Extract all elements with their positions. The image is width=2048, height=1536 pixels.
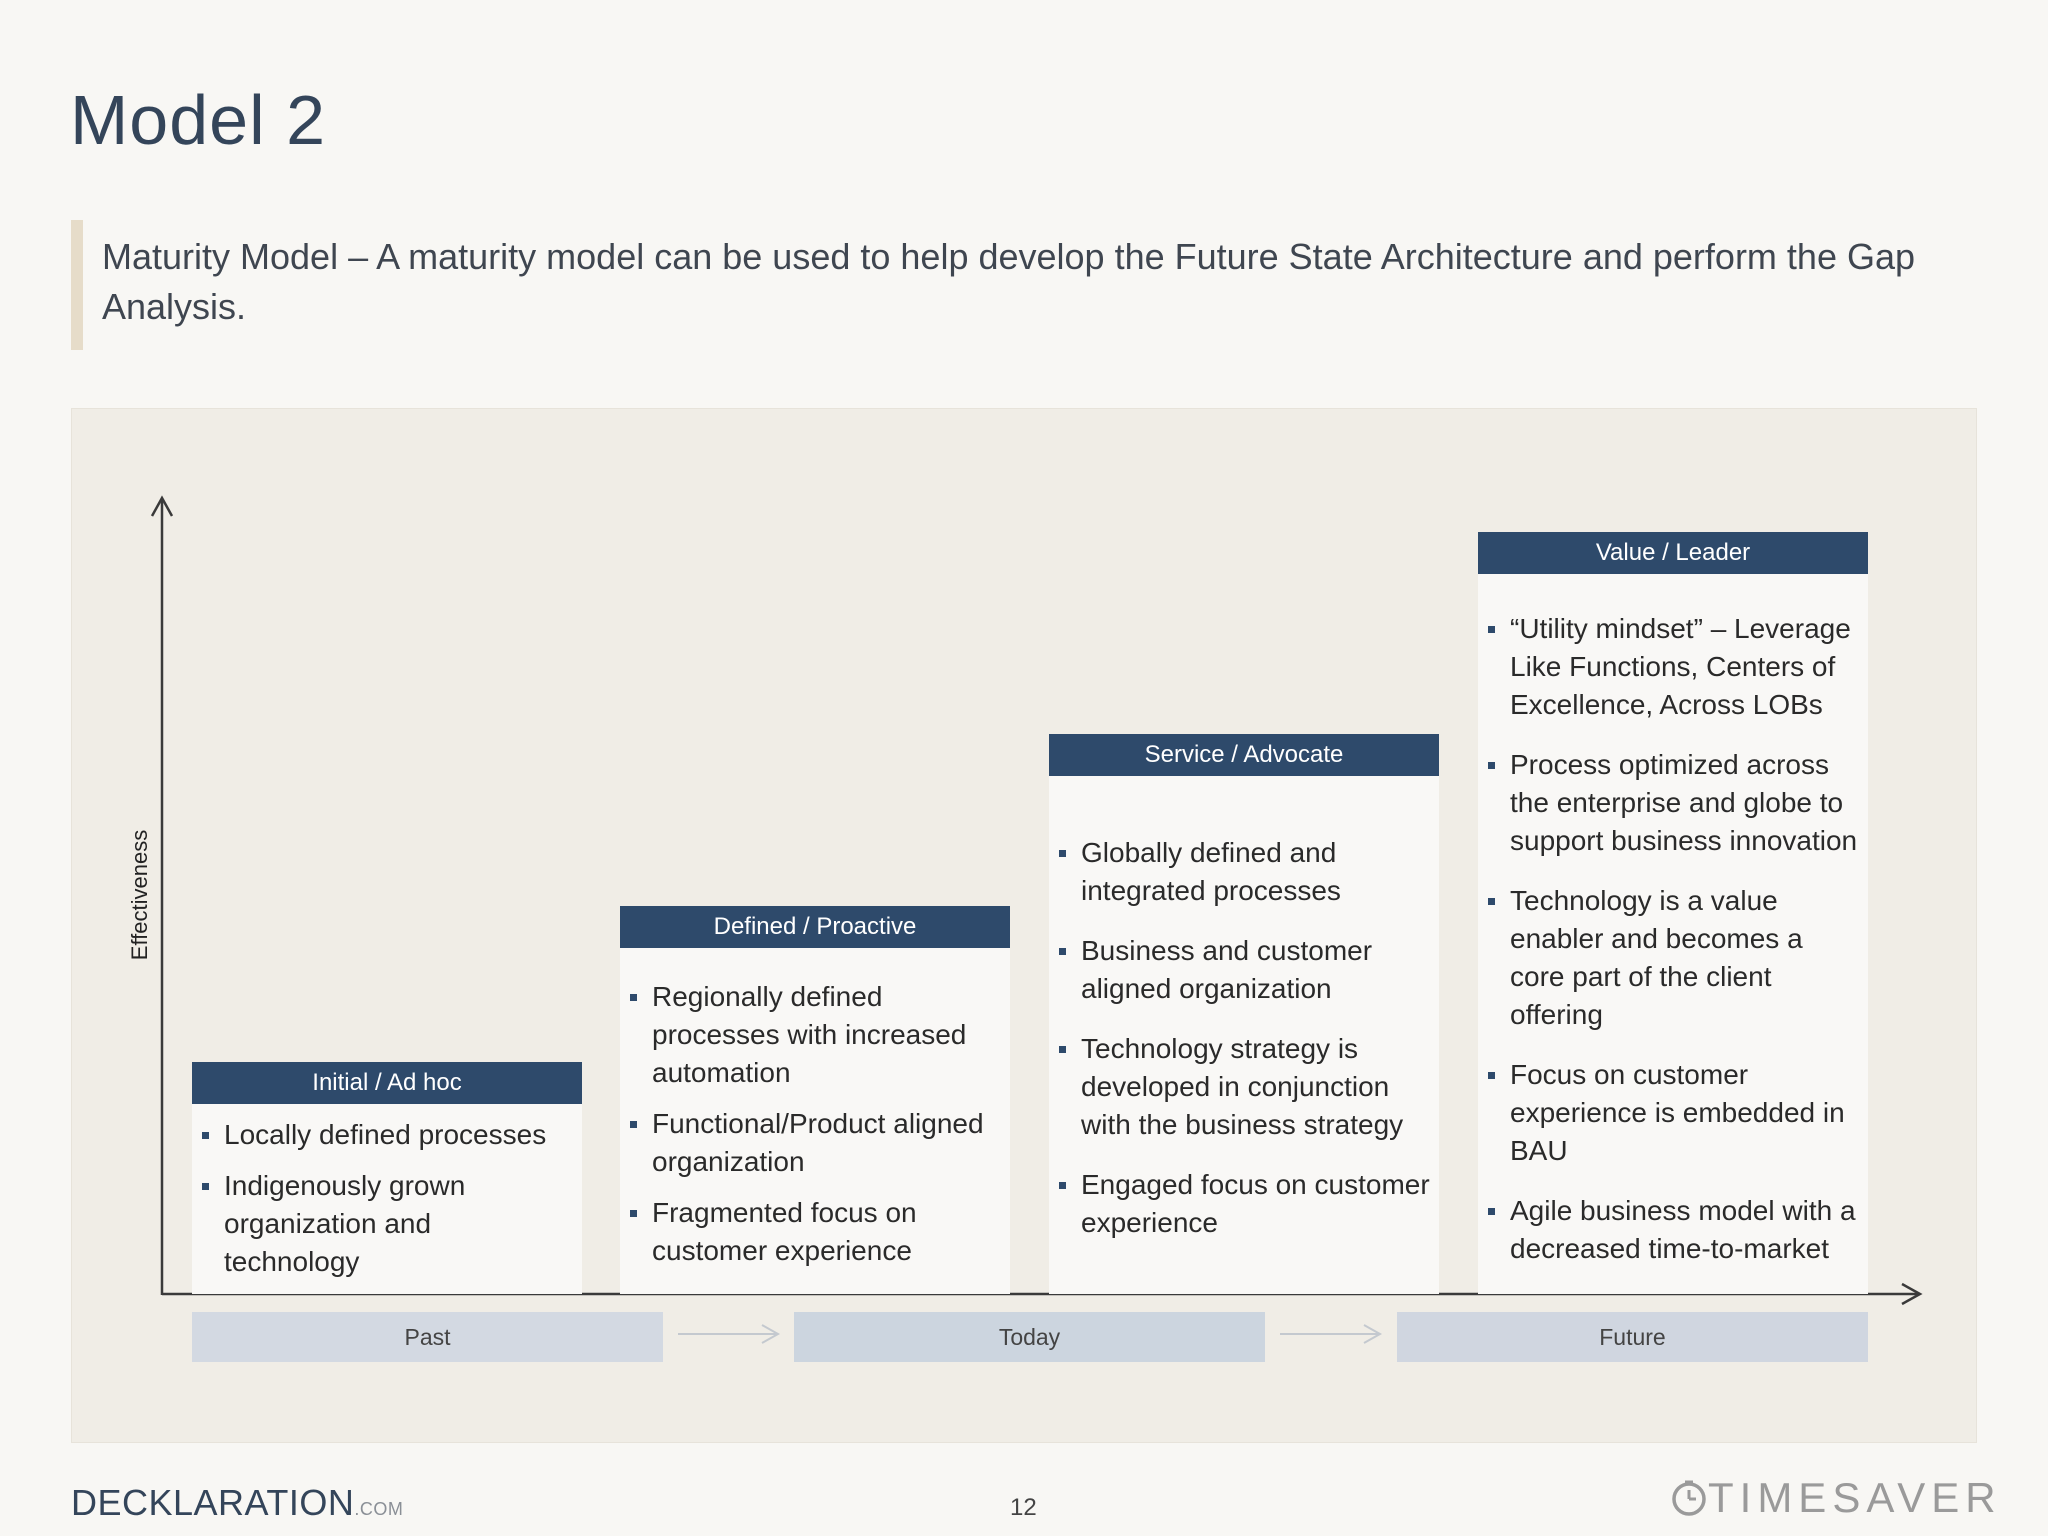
list-item: Focus on customer experience is embedded in BAU <box>1488 1056 1860 1170</box>
list-item: Regionally defined processes with increased automation <box>630 978 1002 1092</box>
stage-value <box>1478 532 1868 1294</box>
timeline-today: Today <box>794 1312 1265 1362</box>
footer-logo <box>71 1482 403 1524</box>
list-item: Indigenously grown organization and technology <box>202 1167 574 1281</box>
stage-initial <box>192 1062 582 1294</box>
list-item: “Utility mindset” – Leverage Like Functions, Centers of Excellence, Across LOBs <box>1488 610 1860 724</box>
list-item: Process optimized across the enterprise and globe to support business innovation <box>1488 746 1860 860</box>
y-axis-label: Effectiveness <box>127 829 152 961</box>
page-title: Model 2 <box>70 81 327 159</box>
stage-items <box>620 948 1010 1270</box>
list-item: Fragmented focus on customer experience <box>630 1194 1002 1270</box>
stage-header: Initial / Ad hoc <box>192 1062 582 1104</box>
stage-header: Defined / Proactive <box>620 906 1010 948</box>
stage-service <box>1049 734 1439 1294</box>
stage-defined <box>620 906 1010 1294</box>
timeline-past: Past <box>192 1312 663 1362</box>
stage-header: Service / Advocate <box>1049 734 1439 776</box>
stage-items <box>1049 776 1439 1242</box>
list-item: Technology strategy is developed in conjunction with the business strategy <box>1059 1030 1431 1144</box>
page-number: 12 <box>1010 1494 1037 1521</box>
stage-items <box>1478 574 1868 1268</box>
stage-items <box>192 1104 582 1281</box>
timeline-future: Future <box>1397 1312 1868 1362</box>
list-item: Agile business model with a decreased time-to-market <box>1488 1192 1860 1268</box>
list-item: Technology is a value enabler and becomes a core part of the client offering <box>1488 882 1860 1034</box>
footer-logo-text: DECKLARATION <box>71 1482 355 1523</box>
stage-header: Value / Leader <box>1478 532 1868 574</box>
list-item: Globally defined and integrated processes <box>1059 834 1431 910</box>
list-item: Business and customer aligned organization <box>1059 932 1431 1008</box>
timeline-arrow-1 <box>678 1325 778 1343</box>
list-item: Functional/Product aligned organization <box>630 1105 1002 1181</box>
list-item: Engaged focus on customer experience <box>1059 1166 1431 1242</box>
clock-icon <box>1670 1479 1708 1517</box>
footer-logo-suffix: .COM <box>354 1499 404 1519</box>
timeline-arrow-2 <box>1280 1325 1380 1343</box>
brand-logo <box>1670 1474 2002 1522</box>
callout-text: Maturity Model – A maturity model can be used to help develop the Future State Architecture and perform the Gap Analysis. <box>102 236 1916 327</box>
list-item: Locally defined processes <box>202 1116 574 1154</box>
brand-text: TIMESAVER <box>1708 1474 2002 1521</box>
